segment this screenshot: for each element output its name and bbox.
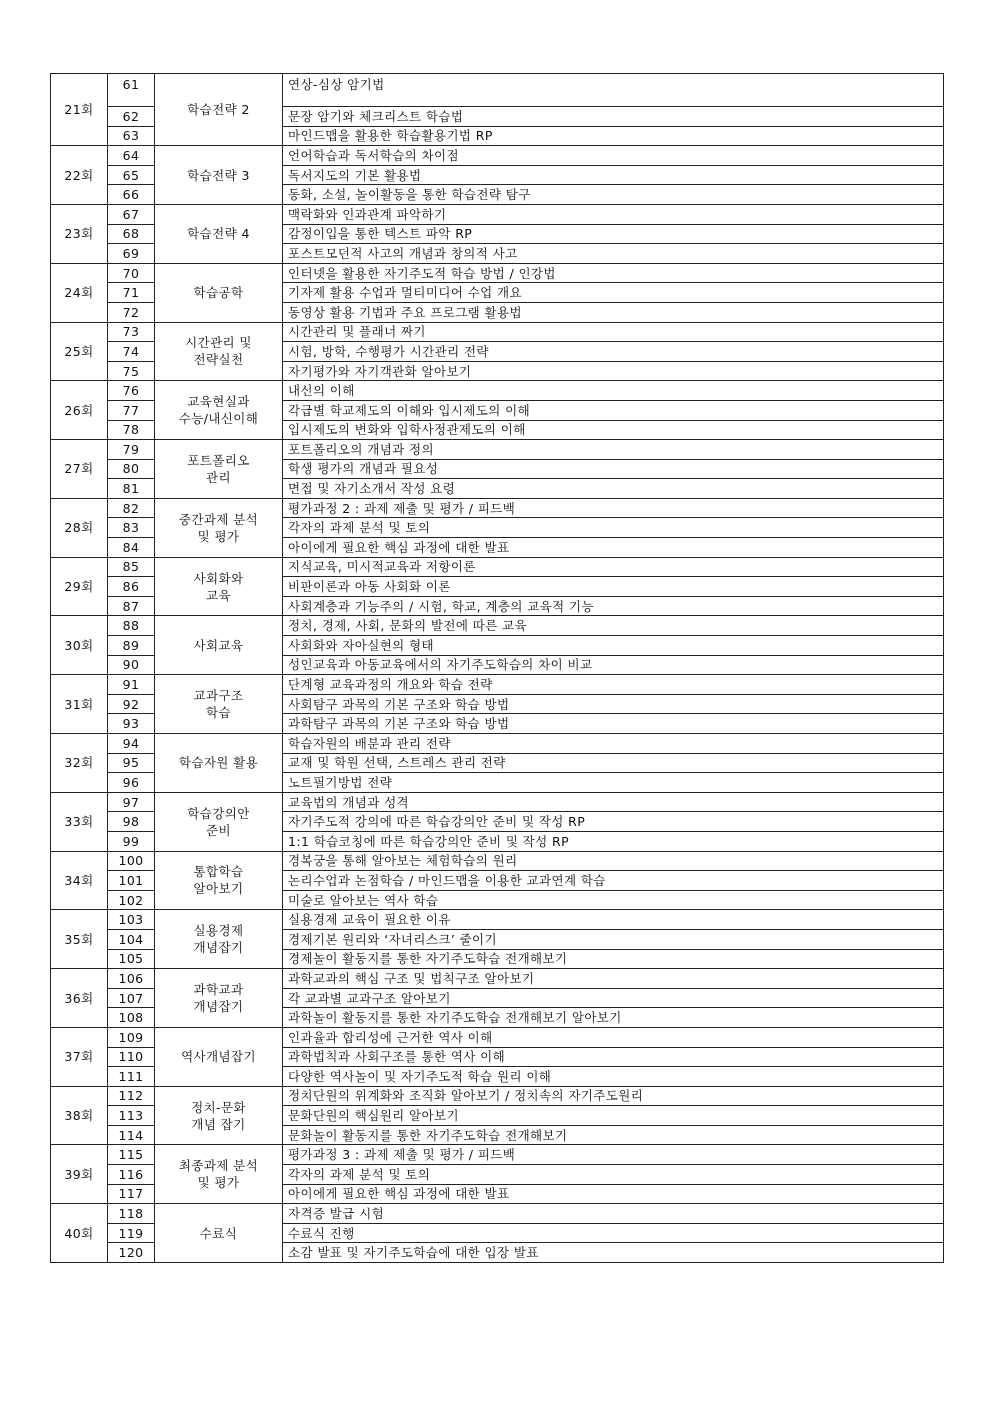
lesson-number-cell: 65 bbox=[108, 165, 155, 185]
subject-cell bbox=[155, 675, 283, 734]
session-cell: 38회 bbox=[51, 1086, 108, 1145]
lesson-content-cell: 문화단원의 핵심원리 알아보기 bbox=[283, 1106, 944, 1126]
subject-cell bbox=[155, 557, 283, 616]
table-row bbox=[51, 969, 944, 989]
lesson-number-cell: 83 bbox=[108, 518, 155, 538]
lesson-number-cell: 85 bbox=[108, 557, 155, 577]
lesson-content-cell: 과학법칙과 사회구조를 통한 역사 이해 bbox=[283, 1047, 944, 1067]
lesson-content-cell: 학습자원의 배분과 관리 전략 bbox=[283, 734, 944, 754]
subject-line: 알아보기 bbox=[193, 881, 244, 897]
lesson-number-cell: 114 bbox=[108, 1125, 155, 1145]
lesson-number-cell: 64 bbox=[108, 146, 155, 166]
subject-line: 준비 bbox=[206, 822, 231, 838]
lesson-number-cell: 89 bbox=[108, 636, 155, 656]
lesson-content-cell: 독서지도의 기본 활용법 bbox=[283, 165, 944, 185]
subject-line: 역사개념잡기 bbox=[181, 1049, 256, 1065]
lesson-content-cell: 정치, 경제, 사회, 문화의 발전에 따른 교육 bbox=[283, 616, 944, 636]
lesson-content-cell: 각 교과별 교과구조 알아보기 bbox=[283, 988, 944, 1008]
session-cell: 21회 bbox=[51, 74, 108, 146]
session-cell: 32회 bbox=[51, 734, 108, 793]
subject-line: 실용경제 bbox=[193, 923, 244, 939]
lesson-number-cell: 97 bbox=[108, 792, 155, 812]
subject-line: 학습강의안 bbox=[187, 805, 250, 821]
lesson-content-cell: 문화놀이 활동지를 통한 자기주도학습 전개해보기 bbox=[283, 1125, 944, 1145]
subject-line: 시간관리 및 bbox=[185, 335, 252, 351]
lesson-content-cell: 논리수업과 논점학습 / 마인드맵을 이용한 교과연계 학습 bbox=[283, 871, 944, 891]
lesson-content-cell: 수료식 진행 bbox=[283, 1223, 944, 1243]
lesson-content-cell: 미술로 알아보는 역사 학습 bbox=[283, 890, 944, 910]
lesson-content-cell: 동영상 활용 기법과 주요 프로그램 활용법 bbox=[283, 302, 944, 322]
subject-cell bbox=[155, 322, 283, 381]
table-row bbox=[51, 675, 944, 695]
subject-cell bbox=[155, 1145, 283, 1204]
subject-line: 최종과제 분석 bbox=[178, 1158, 259, 1174]
lesson-number-cell: 111 bbox=[108, 1067, 155, 1087]
table-row bbox=[51, 146, 944, 166]
lesson-number-cell: 66 bbox=[108, 185, 155, 205]
session-cell: 35회 bbox=[51, 910, 108, 969]
lesson-number-cell: 92 bbox=[108, 694, 155, 714]
subject-line: 학습전략 4 bbox=[187, 226, 250, 242]
lesson-content-cell: 시간관리 및 플래너 짜기 bbox=[283, 322, 944, 342]
lesson-content-cell: 시험, 방학, 수행평가 시간관리 전략 bbox=[283, 342, 944, 362]
session-cell: 25회 bbox=[51, 322, 108, 381]
lesson-content-cell: 과학교과의 핵심 구조 및 법칙구조 알아보기 bbox=[283, 969, 944, 989]
lesson-number-cell: 93 bbox=[108, 714, 155, 734]
table-row bbox=[51, 557, 944, 577]
lesson-content-cell: 사회계층과 기능주의 / 시험, 학교, 계층의 교육적 기능 bbox=[283, 596, 944, 616]
lesson-content-cell: 인과율과 합리성에 근거한 역사 이해 bbox=[283, 1027, 944, 1047]
subject-line: 개념잡기 bbox=[193, 999, 244, 1015]
lesson-number-cell: 88 bbox=[108, 616, 155, 636]
subject-cell bbox=[155, 1027, 283, 1086]
subject-line: 학습공학 bbox=[193, 285, 244, 301]
subject-line: 사회화와 bbox=[193, 570, 244, 586]
lesson-content-cell: 기자제 활용 수업과 멀티미디어 수업 개요 bbox=[283, 283, 944, 303]
subject-line: 사회교육 bbox=[193, 637, 244, 653]
lesson-content-cell: 노트필기방법 전략 bbox=[283, 773, 944, 793]
lesson-number-cell: 69 bbox=[108, 244, 155, 264]
lesson-content-cell: 맥락화와 인과관계 파악하기 bbox=[283, 204, 944, 224]
subject-line: 관리 bbox=[206, 469, 231, 485]
table-row bbox=[51, 440, 944, 460]
subject-line: 수료식 bbox=[199, 1225, 238, 1241]
lesson-number-cell: 67 bbox=[108, 204, 155, 224]
lesson-content-cell: 각자의 과제 분석 및 토의 bbox=[283, 1165, 944, 1185]
session-cell: 24회 bbox=[51, 263, 108, 322]
curriculum-body bbox=[51, 74, 944, 1263]
lesson-content-cell: 지식교육, 미시적교육과 저항이론 bbox=[283, 557, 944, 577]
lesson-content-cell: 성인교육과 아동교육에서의 자기주도학습의 차이 비교 bbox=[283, 655, 944, 675]
lesson-content-cell: 언어학습과 독서학습의 차이점 bbox=[283, 146, 944, 166]
subject-cell bbox=[155, 204, 283, 263]
lesson-number-cell: 102 bbox=[108, 890, 155, 910]
curriculum-table bbox=[50, 73, 944, 1263]
subject-line: 중간과제 분석 bbox=[178, 511, 259, 527]
subject-line: 교과구조 bbox=[193, 688, 244, 704]
lesson-content-cell: 마인드맵을 활용한 학습활용기법 RP bbox=[283, 126, 944, 146]
table-row bbox=[51, 498, 944, 518]
lesson-number-cell: 81 bbox=[108, 479, 155, 499]
table-row bbox=[51, 616, 944, 636]
lesson-number-cell: 76 bbox=[108, 381, 155, 401]
table-row bbox=[51, 1027, 944, 1047]
subject-line: 개념잡기 bbox=[193, 940, 244, 956]
lesson-content-cell: 사회탐구 과목의 기본 구조와 학습 방법 bbox=[283, 694, 944, 714]
lesson-number-cell: 101 bbox=[108, 871, 155, 891]
table-row bbox=[51, 204, 944, 224]
lesson-content-cell: 경제놀이 활동지를 통한 자기주도학습 전개해보기 bbox=[283, 949, 944, 969]
subject-line: 학습 bbox=[206, 705, 231, 721]
lesson-number-cell: 70 bbox=[108, 263, 155, 283]
lesson-content-cell: 내신의 이해 bbox=[283, 381, 944, 401]
subject-line: 교육 bbox=[206, 587, 231, 603]
lesson-number-cell: 63 bbox=[108, 126, 155, 146]
subject-cell bbox=[155, 616, 283, 675]
lesson-number-cell: 75 bbox=[108, 361, 155, 381]
lesson-number-cell: 62 bbox=[108, 107, 155, 127]
lesson-number-cell: 99 bbox=[108, 831, 155, 851]
subject-line: 통합학습 bbox=[193, 864, 244, 880]
table-row bbox=[51, 792, 944, 812]
lesson-content-cell: 면접 및 자기소개서 작성 요령 bbox=[283, 479, 944, 499]
lesson-number-cell: 110 bbox=[108, 1047, 155, 1067]
session-cell: 29회 bbox=[51, 557, 108, 616]
lesson-content-cell: 각자의 과제 분석 및 토의 bbox=[283, 518, 944, 538]
lesson-number-cell: 109 bbox=[108, 1027, 155, 1047]
table-row bbox=[51, 1145, 944, 1165]
subject-cell bbox=[155, 263, 283, 322]
lesson-content-cell: 포스트모던적 사고의 개념과 창의적 사고 bbox=[283, 244, 944, 264]
lesson-content-cell: 자격증 발급 시험 bbox=[283, 1204, 944, 1224]
lesson-number-cell: 95 bbox=[108, 753, 155, 773]
lesson-content-cell: 각급별 학교제도의 이해와 입시제도의 이해 bbox=[283, 400, 944, 420]
subject-cell bbox=[155, 440, 283, 499]
lesson-number-cell: 61 bbox=[108, 74, 155, 107]
subject-line: 포트폴리오 bbox=[187, 452, 250, 468]
lesson-content-cell: 교재 및 학원 선택, 스트레스 관리 전략 bbox=[283, 753, 944, 773]
lesson-number-cell: 87 bbox=[108, 596, 155, 616]
subject-cell bbox=[155, 1204, 283, 1263]
lesson-content-cell: 경복궁을 통해 알아보는 체험학습의 원리 bbox=[283, 851, 944, 871]
subject-cell bbox=[155, 146, 283, 205]
subject-cell bbox=[155, 851, 283, 910]
lesson-number-cell: 84 bbox=[108, 538, 155, 558]
lesson-number-cell: 78 bbox=[108, 420, 155, 440]
lesson-number-cell: 94 bbox=[108, 734, 155, 754]
lesson-number-cell: 107 bbox=[108, 988, 155, 1008]
lesson-content-cell: 아이에게 필요한 핵심 과정에 대한 발표 bbox=[283, 1184, 944, 1204]
lesson-content-cell: 경제기본 원리와 ‘자녀리스크’ 줄이기 bbox=[283, 929, 944, 949]
lesson-number-cell: 119 bbox=[108, 1223, 155, 1243]
lesson-content-cell: 1:1 학습코칭에 따른 학습강의안 준비 및 작성 RP bbox=[283, 831, 944, 851]
subject-line: 및 평가 bbox=[197, 528, 240, 544]
subject-line: 과학교과 bbox=[193, 982, 244, 998]
lesson-content-cell: 소감 발표 및 자기주도학습에 대한 입장 발표 bbox=[283, 1243, 944, 1263]
lesson-content-cell: 교육법의 개념과 성격 bbox=[283, 792, 944, 812]
lesson-content-cell: 학생 평가의 개념과 필요성 bbox=[283, 459, 944, 479]
lesson-number-cell: 115 bbox=[108, 1145, 155, 1165]
subject-cell bbox=[155, 498, 283, 557]
lesson-number-cell: 77 bbox=[108, 400, 155, 420]
lesson-content-cell: 감정이입을 통한 텍스트 파악 RP bbox=[283, 224, 944, 244]
lesson-content-cell: 인터넷을 활용한 자기주도적 학습 방법 / 인강법 bbox=[283, 263, 944, 283]
session-cell: 30회 bbox=[51, 616, 108, 675]
lesson-number-cell: 104 bbox=[108, 929, 155, 949]
lesson-number-cell: 118 bbox=[108, 1204, 155, 1224]
table-row bbox=[51, 1204, 944, 1224]
lesson-number-cell: 73 bbox=[108, 322, 155, 342]
subject-cell bbox=[155, 969, 283, 1028]
session-cell: 34회 bbox=[51, 851, 108, 910]
lesson-number-cell: 108 bbox=[108, 1008, 155, 1028]
lesson-number-cell: 113 bbox=[108, 1106, 155, 1126]
session-cell: 27회 bbox=[51, 440, 108, 499]
lesson-content-cell: 문장 암기와 체크리스트 학습법 bbox=[283, 107, 944, 127]
lesson-content-cell: 과학탐구 과목의 기본 구조와 학습 방법 bbox=[283, 714, 944, 734]
lesson-number-cell: 96 bbox=[108, 773, 155, 793]
subject-line: 교육현실과 bbox=[187, 394, 250, 410]
lesson-number-cell: 68 bbox=[108, 224, 155, 244]
session-cell: 40회 bbox=[51, 1204, 108, 1263]
lesson-content-cell: 비판이론과 아동 사회화 이론 bbox=[283, 577, 944, 597]
subject-cell bbox=[155, 734, 283, 793]
session-cell: 26회 bbox=[51, 381, 108, 440]
lesson-number-cell: 79 bbox=[108, 440, 155, 460]
subject-line: 정치-문화 bbox=[191, 1099, 246, 1115]
subject-line: 학습전략 3 bbox=[187, 167, 250, 183]
lesson-number-cell: 74 bbox=[108, 342, 155, 362]
lesson-number-cell: 112 bbox=[108, 1086, 155, 1106]
lesson-content-cell: 단계형 교육과정의 개요와 학습 전략 bbox=[283, 675, 944, 695]
lesson-number-cell: 71 bbox=[108, 283, 155, 303]
subject-cell bbox=[155, 74, 283, 146]
lesson-content-cell: 입시제도의 변화와 입학사정관제도의 이해 bbox=[283, 420, 944, 440]
lesson-number-cell: 117 bbox=[108, 1184, 155, 1204]
lesson-content-cell: 평가과정 2 : 과제 제출 및 평가 / 피드백 bbox=[283, 498, 944, 518]
subject-line: 개념 잡기 bbox=[191, 1116, 246, 1132]
subject-line: 학습전략 2 bbox=[187, 102, 250, 118]
subject-cell bbox=[155, 1086, 283, 1145]
lesson-number-cell: 100 bbox=[108, 851, 155, 871]
lesson-number-cell: 116 bbox=[108, 1165, 155, 1185]
lesson-content-cell: 다양한 역사놀이 및 자기주도적 학습 원리 이해 bbox=[283, 1067, 944, 1087]
lesson-number-cell: 120 bbox=[108, 1243, 155, 1263]
lesson-content-cell: 동화, 소설, 놀이활동을 통한 학습전략 탐구 bbox=[283, 185, 944, 205]
lesson-number-cell: 72 bbox=[108, 302, 155, 322]
lesson-content-cell: 사회화와 자아실현의 형태 bbox=[283, 636, 944, 656]
lesson-number-cell: 86 bbox=[108, 577, 155, 597]
session-cell: 33회 bbox=[51, 792, 108, 851]
lesson-content-cell: 자기평가와 자기객관화 알아보기 bbox=[283, 361, 944, 381]
lesson-number-cell: 80 bbox=[108, 459, 155, 479]
subject-line: 전략실천 bbox=[193, 352, 244, 368]
session-cell: 31회 bbox=[51, 675, 108, 734]
table-row bbox=[51, 734, 944, 754]
session-cell: 36회 bbox=[51, 969, 108, 1028]
lesson-content-cell: 연상-심상 암기법 bbox=[283, 74, 944, 107]
table-row bbox=[51, 910, 944, 930]
lesson-content-cell: 평가과정 3 : 과제 제출 및 평가 / 피드백 bbox=[283, 1145, 944, 1165]
lesson-number-cell: 90 bbox=[108, 655, 155, 675]
lesson-content-cell: 실용경제 교육이 필요한 이유 bbox=[283, 910, 944, 930]
table-row bbox=[51, 1086, 944, 1106]
table-row bbox=[51, 381, 944, 401]
lesson-content-cell: 포트폴리오의 개념과 정의 bbox=[283, 440, 944, 460]
table-row bbox=[51, 322, 944, 342]
subject-line: 학습자원 활용 bbox=[178, 755, 259, 771]
session-cell: 39회 bbox=[51, 1145, 108, 1204]
lesson-number-cell: 82 bbox=[108, 498, 155, 518]
lesson-content-cell: 과학놀이 활동지를 통한 자기주도학습 전개해보기 알아보기 bbox=[283, 1008, 944, 1028]
subject-line: 수능/내신이해 bbox=[178, 411, 259, 427]
lesson-content-cell: 정치단원의 위계화와 조직화 알아보기 / 정치속의 자기주도원리 bbox=[283, 1086, 944, 1106]
lesson-number-cell: 105 bbox=[108, 949, 155, 969]
lesson-number-cell: 98 bbox=[108, 812, 155, 832]
subject-cell bbox=[155, 381, 283, 440]
lesson-number-cell: 103 bbox=[108, 910, 155, 930]
table-row bbox=[51, 263, 944, 283]
subject-cell bbox=[155, 910, 283, 969]
lesson-number-cell: 106 bbox=[108, 969, 155, 989]
table-row bbox=[51, 851, 944, 871]
subject-line: 및 평가 bbox=[197, 1175, 240, 1191]
session-cell: 28회 bbox=[51, 498, 108, 557]
lesson-content-cell: 자기주도적 강의에 따른 학습강의안 준비 및 작성 RP bbox=[283, 812, 944, 832]
lesson-content-cell: 아이에게 필요한 핵심 과정에 대한 발표 bbox=[283, 538, 944, 558]
subject-cell bbox=[155, 792, 283, 851]
table-row bbox=[51, 74, 944, 107]
session-cell: 37회 bbox=[51, 1027, 108, 1086]
session-cell: 22회 bbox=[51, 146, 108, 205]
lesson-number-cell: 91 bbox=[108, 675, 155, 695]
session-cell: 23회 bbox=[51, 204, 108, 263]
